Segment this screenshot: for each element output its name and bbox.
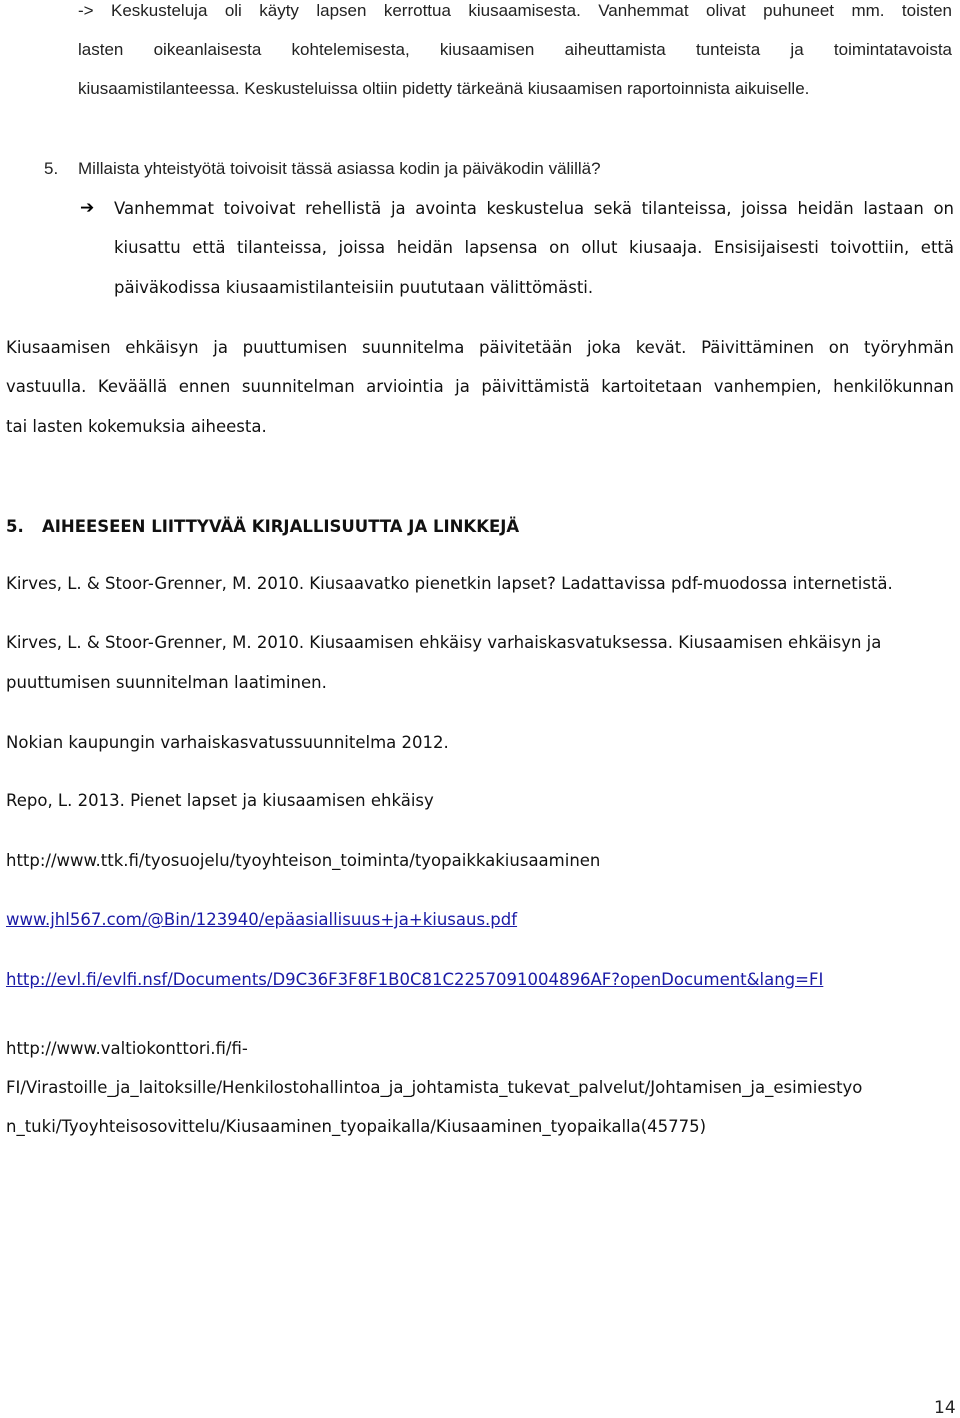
intro-line-3: kiusaamistilanteessa. Keskusteluissa oltiin pidetty tärkeänä kiusaamisen raportoinnista aikuiselle. [78, 79, 810, 98]
plan-line-3: tai lasten kokemuksia aiheesta. [6, 417, 267, 436]
question-number: 5. [44, 159, 59, 178]
reference-3: Nokian kaupungin varhaiskasvatussuunnitelma 2012. [6, 733, 449, 752]
intro-line-1: -> Keskusteluja oli käyty lapsen kerrottua kiusaamisesta. Vanhemmat olivat puhuneet mm. toisten [78, 1, 952, 20]
arrow-right-icon: ➔ [80, 198, 95, 218]
reference-4: Repo, L. 2013. Pienet lapset ja kiusaamisen ehkäisy [6, 791, 434, 810]
link-evl[interactable]: http://evl.fi/evlfi.nsf/Documents/D9C36F3F8F1B0C81C2257091004896AF?openDocument&lang=FI [6, 970, 824, 989]
link-valtiokonttori-line-2: FI/Virastoille_ja_laitoksille/Henkilostohallintoa_ja_johtamista_tukevat_palvelut/Johtamisen_ja_esimiestyo [6, 1078, 863, 1097]
link-valtiokonttori-line-1: http://www.valtiokonttori.fi/fi- [6, 1039, 248, 1058]
page-number: 14 [934, 1398, 956, 1418]
answer-line-3: päiväkodissa kiusaamistilanteisiin puututaan välittömästi. [114, 278, 594, 297]
link-jhl567[interactable]: www.jhl567.com/@Bin/123940/epäasiallisuus+ja+kiusaus.pdf [6, 910, 518, 929]
reference-2-line-2: puuttumisen suunnitelman laatiminen. [6, 673, 327, 692]
section-number: 5. [6, 517, 24, 536]
plan-line-1: Kiusaamisen ehkäisyn ja puuttumisen suunnitelma päivitetään joka kevät. Päivittäminen on työryhmän [6, 338, 954, 357]
answer-line-2: kiusattu että tilanteissa, joissa heidän lapsensa on ollut kiusaaja. Ensisijaisesti toivottiin, että [114, 238, 954, 257]
question-text: Millaista yhteistyötä toivoisit tässä asiassa kodin ja päiväkodin välillä? [78, 159, 601, 178]
section-heading: AIHEESEEN LIITTYVÄÄ KIRJALLISUUTTA JA LINKKEJÄ [42, 517, 520, 536]
link-ttk: http://www.ttk.fi/tyosuojelu/tyoyhteison_toiminta/tyopaikkakiusaaminen [6, 851, 601, 870]
reference-2-line-1: Kirves, L. & Stoor-Grenner, M. 2010. Kiusaamisen ehkäisy varhaiskasvatuksessa. Kiusaamisen ehkäisyn ja [6, 633, 882, 652]
reference-1: Kirves, L. & Stoor-Grenner, M. 2010. Kiusaavatko pienetkin lapset? Ladattavissa pdf-muodossa internetistä. [6, 574, 893, 593]
answer-line-1: Vanhemmat toivoivat rehellistä ja avointa keskustelua sekä tilanteissa, joissa heidän lastaan on [114, 199, 954, 218]
link-valtiokonttori-line-3: n_tuki/Tyoyhteisosovittelu/Kiusaaminen_tyopaikalla/Kiusaaminen_tyopaikalla(45775) [6, 1117, 707, 1136]
plan-line-2: vastuulla. Keväällä ennen suunnitelman arviointia ja päivittämistä kartoitetaan vanhempien, henkilökunnan [6, 377, 954, 396]
intro-line-2: lasten oikeanlaisesta kohtelemisesta, kiusaamisen aiheuttamista tunteista ja toimintatavoista [78, 40, 952, 59]
